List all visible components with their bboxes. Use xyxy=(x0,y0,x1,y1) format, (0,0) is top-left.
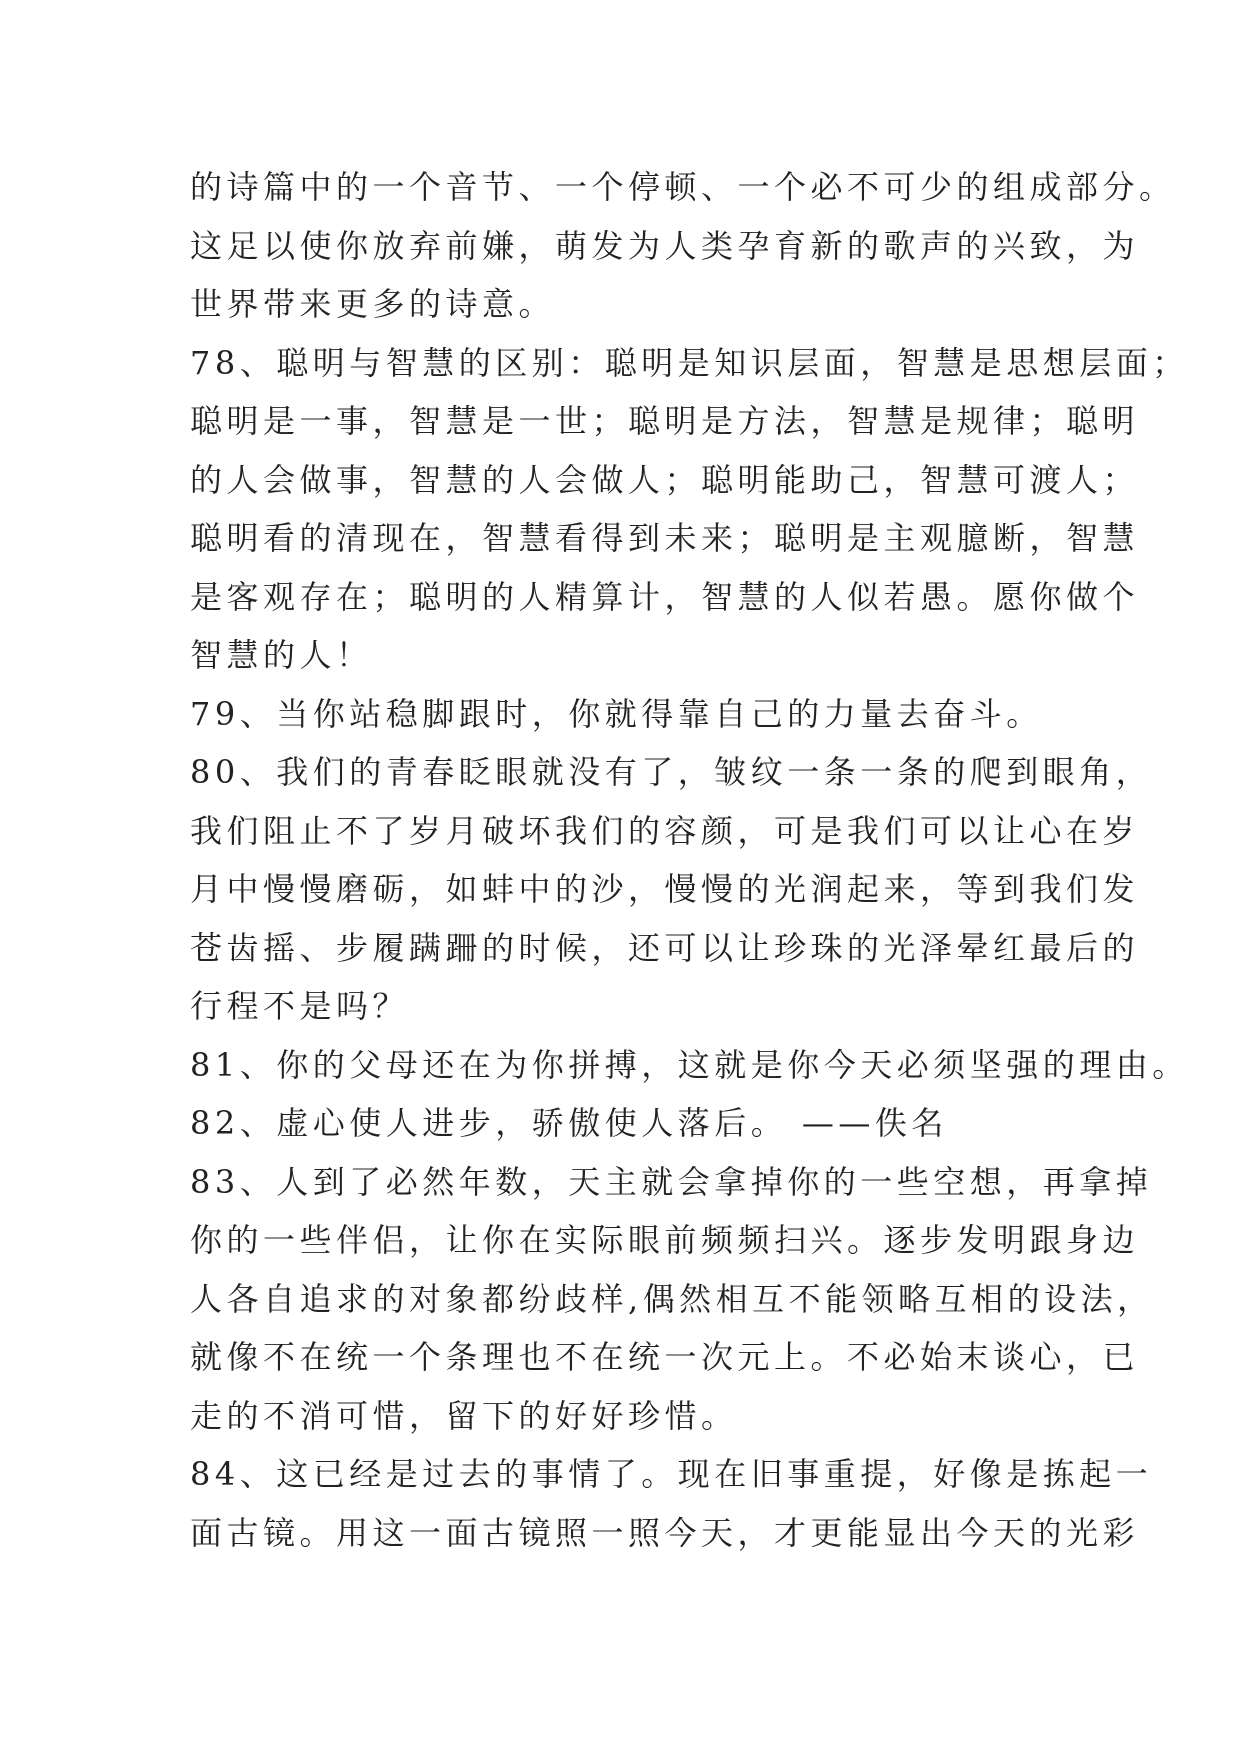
text-line: 世界带来更多的诗意。 xyxy=(190,285,556,323)
text-line: 78、聪明与智慧的区别：聪明是知识层面，智慧是思想层面； xyxy=(190,343,1189,382)
text-line: 人各自追求的对象都纷歧样,偶然相互不能领略互相的设法， xyxy=(190,1279,1154,1318)
text-line: 你的一些伴侣，让你在实际眼前频频扫兴。逐步发明跟身边 xyxy=(190,1221,1140,1259)
text-line: 走的不消可惜，留下的好好珍惜。 xyxy=(190,1396,738,1435)
text-line: 月中慢慢磨砺，如蚌中的沙，慢慢的光润起来，等到我们发 xyxy=(190,870,1140,908)
text-line: 智慧的人！ xyxy=(190,636,373,674)
text-line: 81、你的父母还在为你拼搏，这就是你今天必须坚强的理由。 xyxy=(190,1045,1189,1084)
text-line: 80、我们的青春眨眼就没有了，皱纹一条一条的爬到眼角， xyxy=(190,753,1153,791)
text-line: 的人会做事，智慧的人会做人；聪明能助己，智慧可渡人； xyxy=(190,460,1140,499)
text-line: 83、人到了必然年数，天主就会拿掉你的一些空想，再拿掉 xyxy=(190,1162,1153,1201)
text-line: 的诗篇中的一个音节、一个停顿、一个必不可少的组成部分。 xyxy=(190,168,1176,206)
text-line: 聪明是一事，智慧是一世；聪明是方法，智慧是规律；聪明 xyxy=(190,402,1140,440)
text-line: 苍齿摇、步履蹒跚的时候，还可以让珍珠的光泽晕红最后的 xyxy=(190,928,1140,967)
text-line: 聪明看的清现在，智慧看得到未来；聪明是主观臆断，智慧 xyxy=(190,519,1140,557)
text-line: 我们阻止不了岁月破坏我们的容颜，可是我们可以让心在岁 xyxy=(190,811,1140,850)
body-text xyxy=(190,158,1189,1562)
text-line: 这足以使你放弃前嫌，萌发为人类孕育新的歌声的兴致，为 xyxy=(190,226,1140,265)
text-line: 是客观存在；聪明的人精算计，智慧的人似若愚。愿你做个 xyxy=(190,577,1140,616)
text-line: 84、这已经是过去的事情了。现在旧事重提，好像是拣起一 xyxy=(190,1455,1153,1493)
text-line: 82、虚心使人进步，骄傲使人落后。 ——佚名 xyxy=(190,1104,948,1142)
text-line: 79、当你站稳脚跟时，你就得靠自己的力量去奋斗。 xyxy=(190,694,1043,733)
text-line: 面古镜。用这一面古镜照一照今天，才更能显出今天的光彩 xyxy=(190,1513,1140,1552)
text-line: 行程不是吗？ xyxy=(190,987,410,1025)
text-line: 就像不在统一个条理也不在统一次元上。不必始末谈心，已 xyxy=(190,1338,1140,1376)
